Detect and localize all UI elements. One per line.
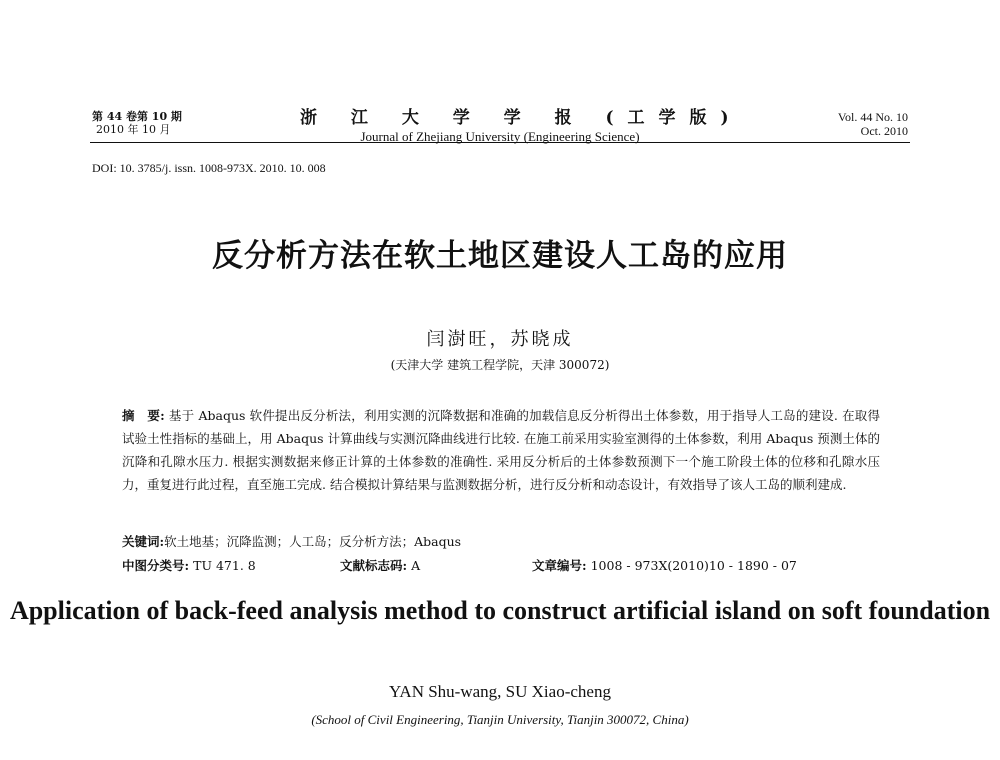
volume-issue-en: Vol. 44 No. 10 bbox=[837, 110, 908, 124]
abstract-cn bbox=[122, 404, 880, 496]
header-divider bbox=[90, 142, 910, 143]
authors-cn: 闫澍旺，苏晓成 bbox=[426, 329, 574, 350]
abstract-text: 基于 Abaqus 软件提出反分析法，利用实测的沉降数据和准确的加载信息反分析得出土体参数，用于指导人工岛的建设. 在取得试验土性指标的基础上，用 Abaqus 计算曲线与实测沉降曲线进行比较. 在施工前采用实验室测得的土体参数，利用 Abaqus 预测土体的沉降和孔隙水压力. 根据实测数据来修正计算的土体参数的准确性. 采用反分析后的土体参数预测下一个施工阶段土体的位移和孔隙水压力，重复进行此过程，直至施工完成. 结合模拟计算结果与监测数据分析，进行反分析和动态设计，有效指导了该人工岛的顺利建成. bbox=[122, 408, 880, 492]
article-no-field bbox=[532, 556, 797, 574]
doi-line: DOI: 10. 3785/j. issn. 1008-973X. 2010. 10. 008 bbox=[92, 161, 326, 175]
clc-label: 中图分类号: bbox=[122, 558, 190, 573]
abstract-label: 摘 要: bbox=[122, 408, 165, 423]
date-cn: 2010 年 10 月 bbox=[96, 123, 171, 136]
keywords-cn bbox=[122, 532, 461, 550]
header-issue-info-en bbox=[800, 110, 908, 138]
doc-code-value: A bbox=[411, 558, 421, 573]
affiliation-en: (School of Civil Engineering, Tianjin University, Tianjin 300072, China) bbox=[311, 712, 689, 727]
doc-code-field bbox=[340, 556, 420, 574]
paper-title-cn: 反分析方法在软土地区建设人工岛的应用 bbox=[212, 238, 788, 274]
clc-field bbox=[122, 558, 256, 573]
keywords-label: 关键词: bbox=[122, 534, 165, 549]
header-issue-info-cn bbox=[92, 110, 182, 136]
journal-masthead bbox=[300, 103, 743, 145]
article-no-value: 1008 - 973X(2010)10 - 1890 - 07 bbox=[590, 558, 797, 573]
authors-en: YAN Shu-wang, SU Xiao-cheng bbox=[389, 682, 611, 701]
date-en: Oct. 2010 bbox=[860, 124, 908, 138]
clc-value: TU 471. 8 bbox=[193, 558, 256, 573]
doc-code-label: 文献标志码: bbox=[340, 558, 408, 573]
journal-name-en: Journal of Zhejiang University (Engineering Science) bbox=[360, 129, 640, 144]
affiliation-cn: (天津大学 建筑工程学院，天津 300072) bbox=[390, 358, 610, 372]
classification-row bbox=[122, 556, 882, 574]
volume-issue-cn: 第 44 卷第 10 期 bbox=[92, 110, 182, 123]
journal-name-cn: 浙 江 大 学 学 报 (工学版) bbox=[300, 108, 743, 128]
article-no-label: 文章编号: bbox=[532, 558, 587, 573]
keywords-text: 软土地基；沉降监测；人工岛；反分析方法；Abaqus bbox=[164, 534, 462, 549]
paper-title-en: Application of back-feed analysis method to construct artificial island on soft foundation bbox=[9, 596, 991, 625]
